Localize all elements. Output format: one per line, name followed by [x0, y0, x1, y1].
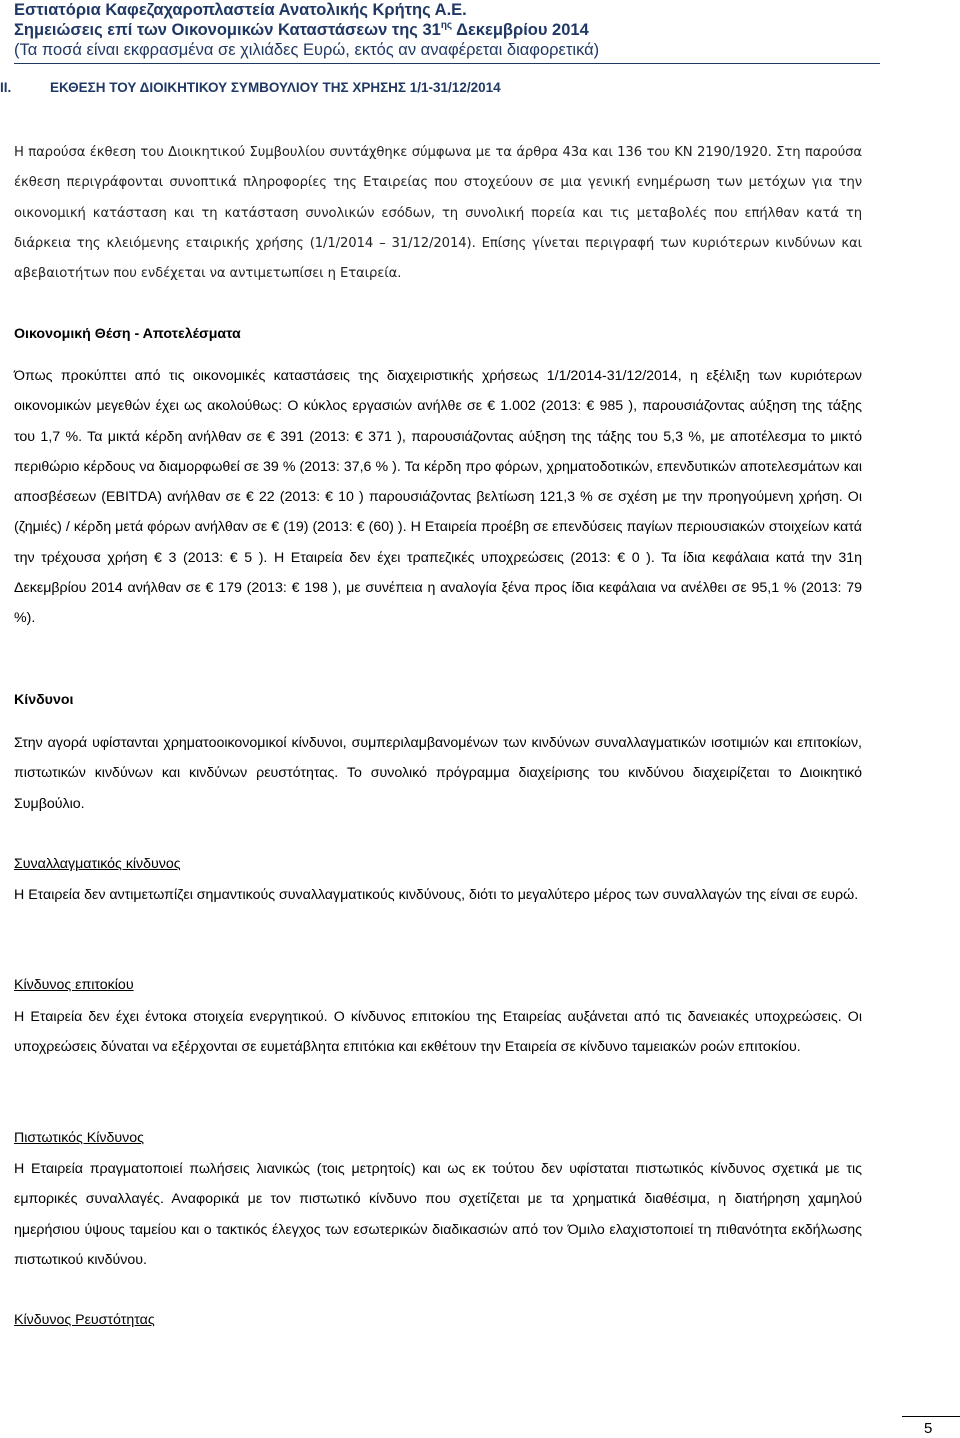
page-number-rule: [902, 1416, 960, 1417]
section-heading: ΕΚΘΕΣΗ ΤΟΥ ΔΙΟΙΚΗΤΙΚΟΥ ΣΥΜΒΟΥΛΙΟΥ ΤΗΣ ΧΡΗΣΗΣ 1/1-31/12/2014: [50, 80, 501, 95]
notes-title-sup: ης: [440, 20, 453, 31]
notes-title-suffix: Δεκεμβρίου 2014: [452, 21, 589, 39]
notes-title: [14, 20, 954, 40]
risks-heading: Κίνδυνοι: [14, 692, 74, 708]
risks-paragraph: Στην αγορά υφίστανται χρηματοοικονομικοί κίνδυνοι, συμπεριλαμβανομένων των κινδύνων συναλλαγματικών ισοτιμιών και επιτοκίων, πιστωτικών κινδύνων και κινδύνων ρευστότητας. Το συνολικό πρόγραμμα διαχείρισης του κινδύνου διαχειρίζεται το Διοικητικό Συμβούλιο.: [14, 735, 862, 812]
page-number: 5: [924, 1420, 933, 1437]
intro-paragraph: Η παρούσα έκθεση του Διοικητικού Συμβουλίου συντάχθηκε σύμφωνα με τα άρθρα 43α και 136 του ΚΝ 2190/1920. Στη παρούσα έκθεση περιγράφονται συνοπτικά πληροφορίες της Εταιρείας που στοχεύουν σε μια γενική ενημέρωση των μετόχων για την οικονομική κατάσταση και τη κατάσταση συνολικών εσόδων, τη συνολική πορεία και τις μεταβολές που επήλθαν κατά τη διάρκεια της κλειόμενης εταιρικής χρήσης (1/1/2014 – 31/12/2014). Επίσης γίνεται περιγραφή των κυριότερων κινδύνων και αβεβαιοτήτων που ενδέχεται να αντιμετωπίσει η Εταιρεία.: [14, 145, 862, 282]
financial-heading: Οικονομική Θέση - Αποτελέσματα: [14, 326, 241, 342]
page-header: [14, 0, 954, 60]
company-name: Εστιατόρια Καφεζαχαροπλαστεία Ανατολικής Κρήτης Α.Ε.: [14, 1, 467, 19]
header-rule: [14, 63, 880, 64]
interest-risk-heading: Κίνδυνος επιτοκίου: [14, 977, 134, 993]
liquidity-risk-heading: Κίνδυνος Ρευστότητας: [14, 1312, 155, 1328]
interest-risk-paragraph: Η Εταιρεία δεν έχει έντοκα στοιχεία ενεργητικού. Ο κίνδυνος επιτοκίου της Εταιρείας αυξάνεται από τις δανειακές υποχρεώσεις. Οι υποχρεώσεις δύναται να εξέρχονται σε ευμετάβλητα επιτόκια και εκθέτουν την Εταιρεία σε κίνδυνο ταμειακών ροών επιτοκίου.: [14, 1009, 862, 1056]
section-number: II.: [0, 80, 12, 95]
financial-paragraph: Όπως προκύπτει από τις οικονομικές καταστάσεις της διαχειριστικής χρήσεως 1/1/2014-31/12/2014, η εξέλιξη των κυριότερων οικονομικών μεγεθών έχει ως ακολούθως: Ο κύκλος εργασιών ανήλθε σε € 1.002 (2013: € 985 ), παρουσιάζοντας αύξηση της τάξης του 1,7 %. Τα μικτά κέρδη ανήλθαν σε € 391 (2013: € 371 ), παρουσιάζοντας αύξηση της τάξης του 5,3 %, με αποτέλεσμα το μικτό περιθώριο κέρδους να διαμορφωθεί σε 39 % (2013: 37,6 % ). Τα κέρδη προ φόρων, χρηματοδοτικών, επενδυτικών αποτελεσμάτων και αποσβέσεων (EBITDA) ανήλθαν σε € 22 (2013: € 10 ) παρουσιάζοντας βελτίωση 121,3 % σε σχέση με την προηγούμενη χρήση. Οι (ζημιές) / κέρδη μετά φόρων ανήλθαν σε € (19) (2013: € (60) ). Η Εταιρεία προέβη σε επενδύσεις παγίων περιουσιακών στοιχείων κατά την τρέχουσα χρήση € 3 (2013: € 5 ). Η Εταιρεία δεν έχει τραπεζικές υποχρεώσεις (2013: € 0 ). Τα ίδια κεφάλαια κατά την 31η Δεκεμβρίου 2014 ανήλθαν σε € 179 (2013: € 198 ), με συνέπεια η αναλογία ξένα προς ίδια κεφάλαια να ανέλθει σε 95,1 % (2013: 79 %).: [14, 368, 862, 627]
units-note: (Τα ποσά είναι εκφρασμένα σε χιλιάδες Ευρώ, εκτός αν αναφέρεται διαφορετικά): [14, 41, 600, 59]
fx-risk-paragraph: Η Εταιρεία δεν αντιμετωπίζει σημαντικούς συναλλαγματικούς κινδύνους, διότι το μεγαλύτερο μέρος των συναλλαγών της είναι σε ευρώ.: [14, 887, 859, 903]
credit-risk-heading: Πιστωτικός Κίνδυνος: [14, 1130, 144, 1146]
credit-risk-paragraph: Η Εταιρεία πραγματοποιεί πωλήσεις λιανικώς (τοις μετρητοίς) και ως εκ τούτου δεν υφίσταται πιστωτικός κίνδυνος σχετικά με τις εμπορικές συναλλαγές. Αναφορικά με τον πιστωτικό κίνδυνο που σχετίζεται με τα χρηματικά διαθέσιμα, η διατήρηση χαμηλού ημερήσιου ύψους ταμείου και ο τακτικός έλεγχος των εσωτερικών διαδικασιών από τον Όμιλο ελαχιστοποιεί τη πιθανότητα εκδήλωσης πιστωτικού κινδύνου.: [14, 1161, 862, 1268]
fx-risk-heading: Συναλλαγματικός κίνδυνος: [14, 856, 181, 872]
notes-title-prefix: Σημειώσεις επί των Οικονομικών Καταστάσεων της 31: [14, 21, 441, 39]
